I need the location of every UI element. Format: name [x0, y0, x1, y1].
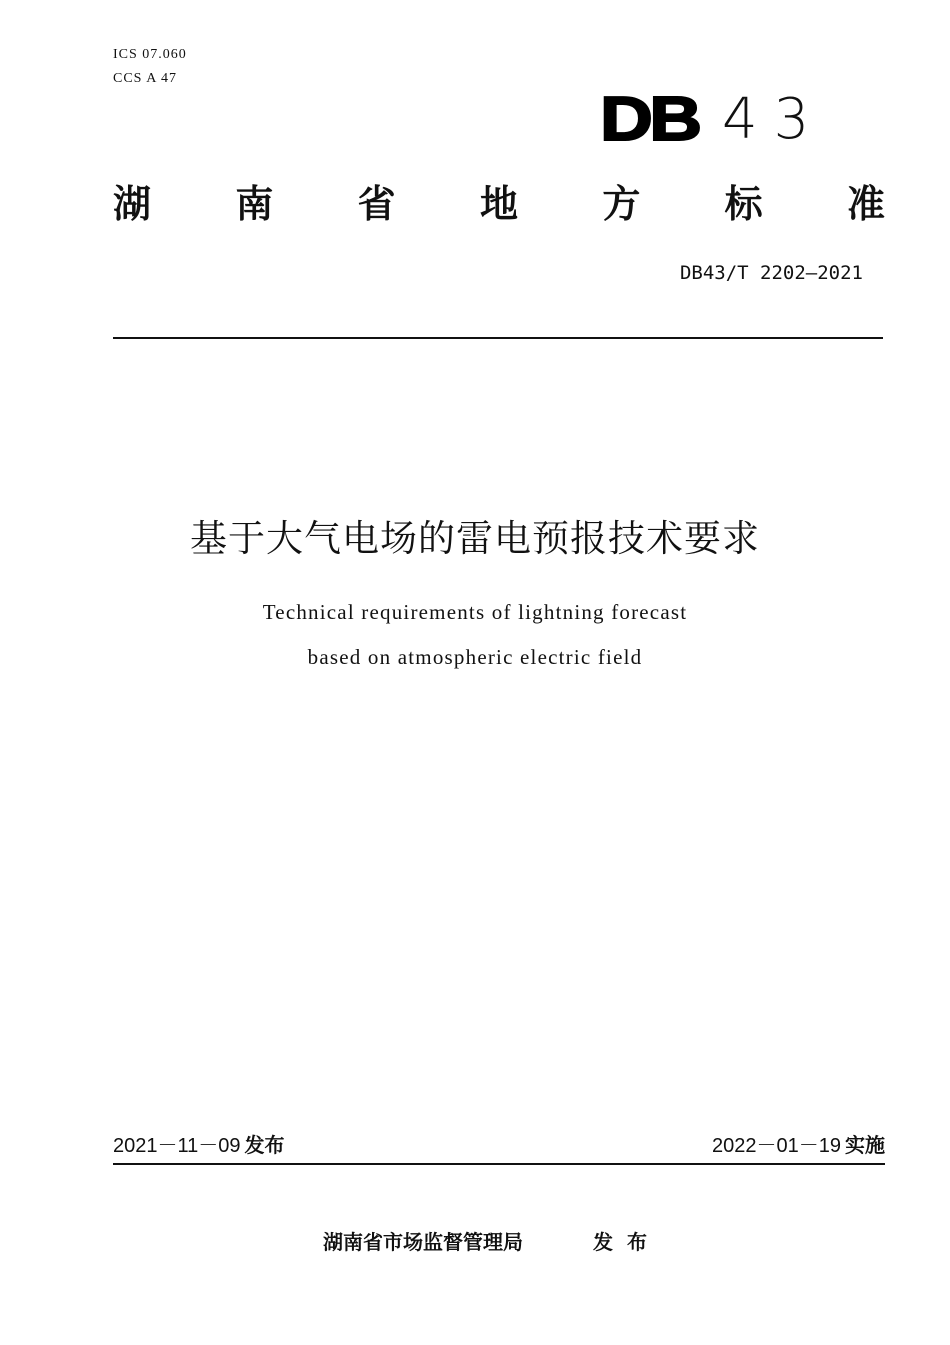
standard-title-char: 方 — [602, 182, 641, 226]
db-logo: DB — [600, 85, 699, 154]
publish-action: 发布 — [593, 1230, 661, 1254]
document-title-en-line1: Technical requirements of lightning forecast — [262, 600, 688, 624]
footer-divider — [113, 1163, 885, 1165]
standard-title-char: 南 — [235, 182, 274, 226]
implementation-date-block — [712, 1131, 885, 1160]
implementation-label: 实施 — [845, 1133, 885, 1157]
issue-date: 2021－11－09 — [113, 1135, 241, 1157]
standard-title-char: 标 — [724, 182, 763, 226]
publisher-name: 湖南省市场监督管理局 — [323, 1230, 523, 1254]
header-divider — [113, 337, 883, 339]
issue-label: 发布 — [244, 1133, 285, 1157]
standard-category-title — [113, 180, 885, 228]
document-title-en-line2: based on atmospheric electric field — [307, 645, 643, 669]
ics-code: ICS 07.060 — [113, 47, 187, 62]
document-title-cn: 基于大气电场的雷电预报技术要求 — [190, 517, 760, 560]
issue-date-block — [113, 1131, 285, 1160]
implementation-date: 2022－01－19 — [712, 1135, 841, 1157]
standard-title-char: 准 — [846, 182, 885, 226]
standard-title-char: 省 — [357, 182, 396, 226]
db-standard-mark — [600, 85, 826, 154]
db-province-number: 43 — [722, 87, 826, 152]
ccs-code: CCS A 47 — [113, 71, 178, 86]
standard-title-char: 地 — [479, 182, 518, 226]
standard-title-char: 湖 — [113, 182, 152, 226]
standard-number: DB43/T 2202—2021 — [679, 262, 863, 284]
